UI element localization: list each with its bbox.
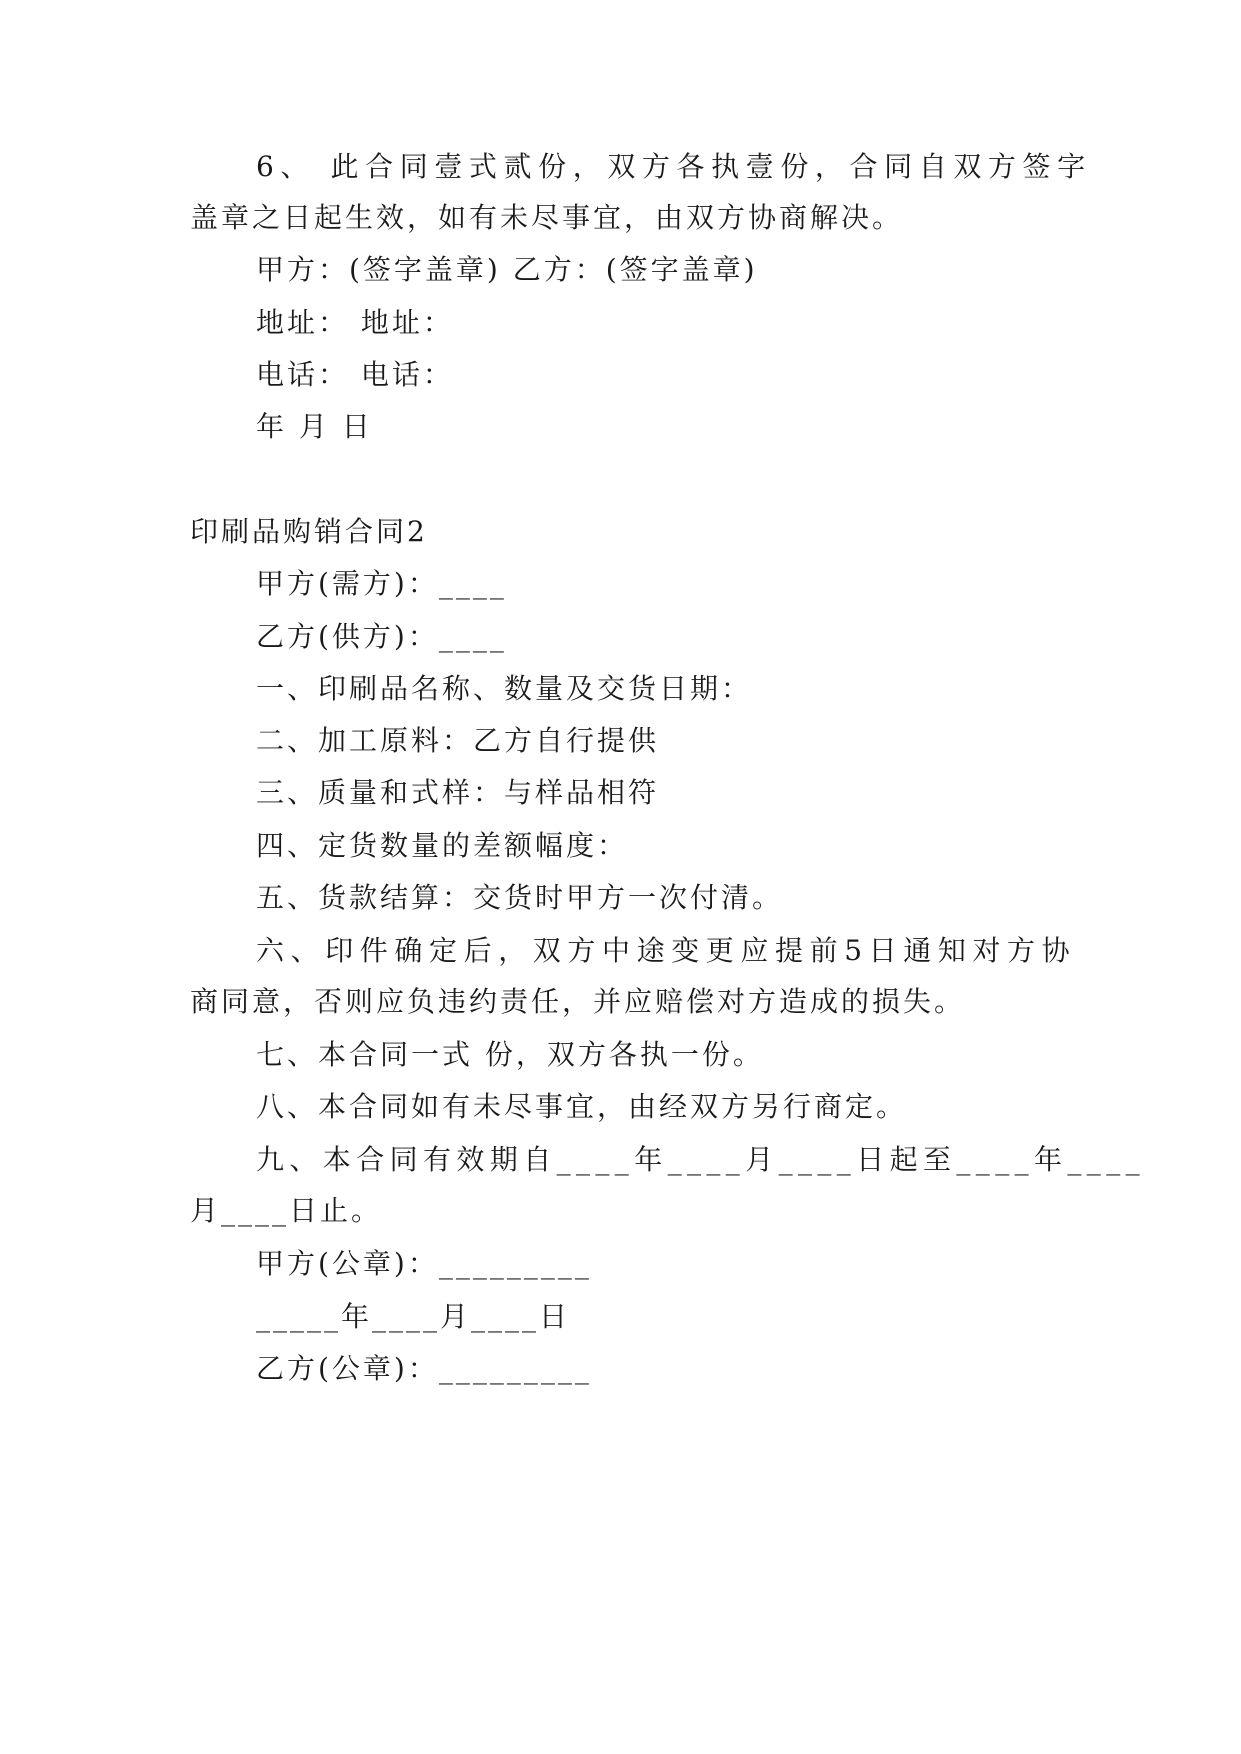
party-b-seal-line: 乙方(公章)：_________	[256, 1352, 592, 1385]
signature-line: 甲方：(签字盖章) 乙方：(签字盖章)	[256, 253, 758, 286]
clause-5: 五、货款结算：交货时甲方一次付清。	[256, 881, 784, 914]
clause-4: 四、定货数量的差额幅度：	[256, 829, 629, 862]
date-line: 年 月 日	[256, 410, 373, 443]
clause-3: 三、质量和式样：与样品相符	[256, 776, 660, 809]
party-a-seal-line: 甲方(公章)：_________	[256, 1247, 592, 1280]
party-b-line: 乙方(供方)：____	[256, 620, 507, 653]
clause-7: 七、本合同一式 份，双方各执一份。	[256, 1038, 764, 1071]
clause-8: 八、本合同如有未尽事宜，由经双方另行商定。	[256, 1090, 908, 1123]
clause-2: 二、加工原料：乙方自行提供	[256, 724, 660, 757]
clause-9-line-1: 九、本合同有效期自____年____月____日起至____年____	[256, 1143, 1146, 1176]
clause-6-line-2: 商同意，否则应负违约责任，并应赔偿对方造成的损失。	[190, 985, 966, 1018]
party-a-line: 甲方(需方)：____	[256, 567, 507, 600]
clause-9-line-2: 月____日止。	[190, 1194, 383, 1227]
party-a-seal-date: _____年____月____日	[256, 1300, 571, 1333]
clause-6-line-1: 六、印件确定后，双方中途变更应提前5日通知对方协	[256, 934, 1077, 967]
phone-line: 电话： 电话：	[256, 358, 454, 391]
clause-1: 一、印刷品名称、数量及交货日期：	[256, 672, 753, 705]
contract-2-title: 印刷品购销合同2	[190, 515, 428, 548]
clause-6-line-1: 6、 此合同壹式贰份，双方各执壹份，合同自双方签字	[256, 150, 1092, 183]
clause-6-line-2: 盖章之日起生效，如有未尽事宜，由双方协商解决。	[190, 201, 904, 234]
address-line: 地址： 地址：	[256, 306, 454, 339]
